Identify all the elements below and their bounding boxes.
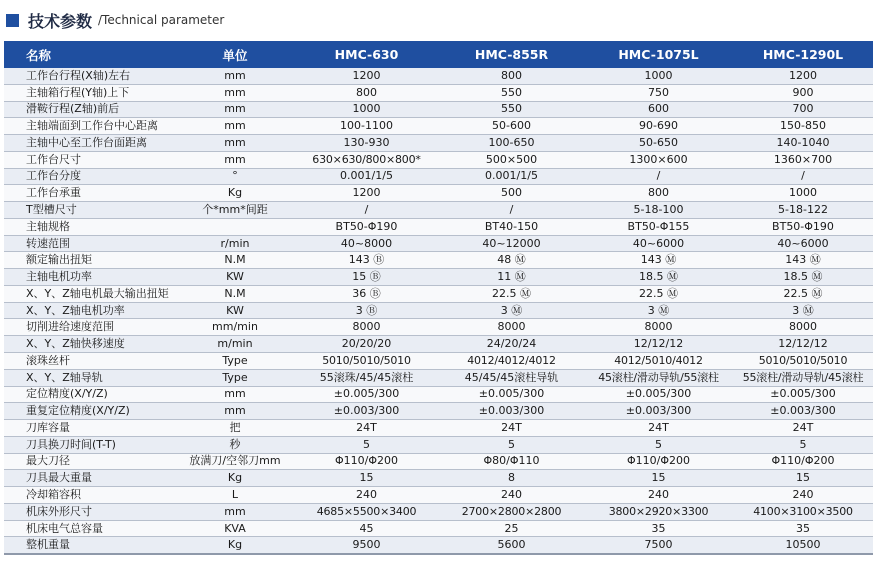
unit-cell: KW [176,269,294,286]
value-cell: 4100×3100×3500 [733,503,873,520]
section-title [6,8,224,32]
value-cell: 22.5 Ⓜ [439,285,584,302]
value-cell: 15 [294,470,439,487]
value-cell: 45滚柱/滑动导轨/55滚柱 [584,369,733,386]
value-cell: 24T [294,420,439,437]
param-name-cell: 重复定位精度(X/Y/Z) [4,403,176,420]
value-cell: 1200 [294,68,439,84]
value-cell: 700 [733,101,873,118]
value-cell: 100-1100 [294,118,439,135]
value-cell: 143 Ⓜ [733,252,873,269]
table-row [4,436,873,453]
value-cell: / [584,168,733,185]
table-row [4,84,873,101]
value-cell: 500×500 [439,151,584,168]
param-name-cell: 工作台承重 [4,185,176,202]
table-row [4,202,873,219]
unit-cell: mm [176,386,294,403]
unit-cell: 把 [176,420,294,437]
value-cell: 3 Ⓜ [584,302,733,319]
param-name-cell: X、Y、Z轴电机功率 [4,302,176,319]
value-cell: 11 Ⓜ [439,269,584,286]
unit-cell: N.M [176,285,294,302]
value-cell: BT40-150 [439,218,584,235]
value-cell: 18.5 Ⓜ [584,269,733,286]
value-cell: 40~8000 [294,235,439,252]
value-cell: / [439,202,584,219]
value-cell: 900 [733,84,873,101]
value-cell: 5 [584,436,733,453]
spec-table [4,41,873,555]
value-cell: 50-650 [584,135,733,152]
value-cell: 5-18-122 [733,202,873,219]
value-cell: 5 [439,436,584,453]
value-cell: 3 Ⓜ [733,302,873,319]
value-cell: 24T [439,420,584,437]
value-cell: 100-650 [439,135,584,152]
value-cell: 48 Ⓜ [439,252,584,269]
value-cell: 5010/5010/5010 [294,353,439,370]
table-row [4,319,873,336]
unit-cell: Kg [176,537,294,554]
value-cell: 500 [439,185,584,202]
value-cell: 8000 [439,319,584,336]
table-row [4,520,873,537]
value-cell: 35 [733,520,873,537]
column-header: HMC-1075L [584,41,733,68]
table-row [4,302,873,319]
value-cell: Φ110/Φ200 [733,453,873,470]
value-cell: 140-1040 [733,135,873,152]
value-cell: 50-600 [439,118,584,135]
unit-cell: mm [176,503,294,520]
value-cell: 5-18-100 [584,202,733,219]
table-row [4,269,873,286]
table-row [4,336,873,353]
value-cell: 4685×5500×3400 [294,503,439,520]
value-cell: / [294,202,439,219]
column-header: HMC-630 [294,41,439,68]
value-cell: 2700×2800×2800 [439,503,584,520]
value-cell: ±0.005/300 [584,386,733,403]
value-cell: 3 Ⓜ [439,302,584,319]
value-cell: 15 [733,470,873,487]
value-cell: 1000 [294,101,439,118]
column-header: HMC-1290L [733,41,873,68]
value-cell: 15 [584,470,733,487]
table-row [4,487,873,504]
value-cell: 0.001/1/5 [439,168,584,185]
value-cell: 25 [439,520,584,537]
param-name-cell: 切削进给速度范围 [4,319,176,336]
unit-cell: 个*mm*间距 [176,202,294,219]
value-cell: 5010/5010/5010 [733,353,873,370]
table-row [4,185,873,202]
value-cell: 36 Ⓑ [294,285,439,302]
param-name-cell: 刀具换刀时间(T-T) [4,436,176,453]
param-name-cell: 转速范围 [4,235,176,252]
table-row [4,252,873,269]
param-name-cell: 工作台行程(X轴)左右 [4,68,176,84]
unit-cell: Kg [176,185,294,202]
param-name-cell: 工作台分度 [4,168,176,185]
value-cell: 3800×2920×3300 [584,503,733,520]
param-name-cell: 主轴规格 [4,218,176,235]
unit-cell: mm [176,135,294,152]
param-name-cell: 整机重量 [4,537,176,554]
param-name-cell: 机床电气总容量 [4,520,176,537]
value-cell: 24T [584,420,733,437]
value-cell: 800 [294,84,439,101]
value-cell: 45 [294,520,439,537]
column-header: 单位 [176,41,294,68]
table-row [4,135,873,152]
unit-cell: Type [176,369,294,386]
unit-cell [176,218,294,235]
value-cell: 5 [294,436,439,453]
value-cell: 800 [584,185,733,202]
value-cell: Φ110/Φ200 [584,453,733,470]
param-name-cell: 额定输出扭矩 [4,252,176,269]
table-row [4,101,873,118]
table-row [4,386,873,403]
value-cell: 240 [439,487,584,504]
value-cell: ±0.003/300 [294,403,439,420]
value-cell: Φ110/Φ200 [294,453,439,470]
value-cell: ±0.003/300 [733,403,873,420]
value-cell: 15 Ⓑ [294,269,439,286]
value-cell: 0.001/1/5 [294,168,439,185]
value-cell: 240 [584,487,733,504]
value-cell: 3 Ⓑ [294,302,439,319]
param-name-cell: 刀库容量 [4,420,176,437]
value-cell: 45/45/45滚柱导轨 [439,369,584,386]
value-cell: 630×630/800×800* [294,151,439,168]
value-cell: 8000 [733,319,873,336]
value-cell: 40~6000 [584,235,733,252]
value-cell: 800 [439,68,584,84]
unit-cell: KW [176,302,294,319]
value-cell: 550 [439,101,584,118]
value-cell: ±0.003/300 [584,403,733,420]
param-name-cell: X、Y、Z轴快移速度 [4,336,176,353]
unit-cell: mm [176,403,294,420]
unit-cell: 放满刀/空邻刀mm [176,453,294,470]
param-name-cell: 刀具最大重量 [4,470,176,487]
param-name-cell: T型槽尺寸 [4,202,176,219]
table-row [4,420,873,437]
table-row [4,218,873,235]
value-cell: ±0.003/300 [439,403,584,420]
value-cell: 1300×600 [584,151,733,168]
value-cell: 4012/5010/4012 [584,353,733,370]
value-cell: 1200 [733,68,873,84]
unit-cell: mm [176,118,294,135]
unit-cell: 秒 [176,436,294,453]
table-row [4,403,873,420]
table-body [4,68,873,554]
value-cell: ±0.005/300 [733,386,873,403]
value-cell: 1000 [584,68,733,84]
table-row [4,537,873,554]
unit-cell: mm [176,68,294,84]
value-cell: ±0.005/300 [439,386,584,403]
value-cell: 55滚珠/45/45滚柱 [294,369,439,386]
value-cell: ±0.005/300 [294,386,439,403]
unit-cell: mm/min [176,319,294,336]
value-cell: 8000 [584,319,733,336]
title-square-icon [6,14,19,27]
value-cell: 35 [584,520,733,537]
param-name-cell: 最大刀径 [4,453,176,470]
table-row [4,369,873,386]
value-cell: 12/12/12 [733,336,873,353]
param-name-cell: 主轴端面到工作台中心距离 [4,118,176,135]
param-name-cell: 滑鞍行程(Z轴)前后 [4,101,176,118]
value-cell: Φ80/Φ110 [439,453,584,470]
param-name-cell: 主轴中心至工作台面距离 [4,135,176,152]
value-cell: 7500 [584,537,733,554]
value-cell: 12/12/12 [584,336,733,353]
table-row [4,353,873,370]
value-cell: 130-930 [294,135,439,152]
value-cell: 40~12000 [439,235,584,252]
value-cell: BT50-Φ190 [733,218,873,235]
value-cell: 550 [439,84,584,101]
value-cell: 600 [584,101,733,118]
value-cell: 22.5 Ⓜ [584,285,733,302]
value-cell: 1360×700 [733,151,873,168]
value-cell: 5600 [439,537,584,554]
param-name-cell: 主轴电机功率 [4,269,176,286]
value-cell: 18.5 Ⓜ [733,269,873,286]
table-row [4,68,873,84]
value-cell: 240 [733,487,873,504]
value-cell: BT50-Φ190 [294,218,439,235]
unit-cell: mm [176,151,294,168]
param-name-cell: X、Y、Z轴导轨 [4,369,176,386]
param-name-cell: 机床外形尺寸 [4,503,176,520]
value-cell: 9500 [294,537,439,554]
value-cell: 8000 [294,319,439,336]
table-row [4,151,873,168]
table-row [4,285,873,302]
unit-cell: mm [176,84,294,101]
value-cell: 90-690 [584,118,733,135]
param-name-cell: 滚珠丝杆 [4,353,176,370]
table-row [4,470,873,487]
table-row [4,235,873,252]
value-cell: 750 [584,84,733,101]
value-cell: 1200 [294,185,439,202]
value-cell: 4012/4012/4012 [439,353,584,370]
param-name-cell: X、Y、Z轴电机最大输出扭矩 [4,285,176,302]
value-cell: 1000 [733,185,873,202]
value-cell: 22.5 Ⓜ [733,285,873,302]
param-name-cell: 冷却箱容积 [4,487,176,504]
table-row [4,453,873,470]
value-cell: 5 [733,436,873,453]
title-chinese: 技术参数 [28,11,93,31]
table-header-row [4,41,873,68]
param-name-cell: 工作台尺寸 [4,151,176,168]
unit-cell: m/min [176,336,294,353]
value-cell: 24/20/24 [439,336,584,353]
value-cell: / [733,168,873,185]
value-cell: 143 Ⓜ [584,252,733,269]
value-cell: 20/20/20 [294,336,439,353]
value-cell: 150-850 [733,118,873,135]
unit-cell: Type [176,353,294,370]
value-cell: 240 [294,487,439,504]
unit-cell: mm [176,101,294,118]
unit-cell: ° [176,168,294,185]
param-name-cell: 主轴箱行程(Y轴)上下 [4,84,176,101]
unit-cell: r/min [176,235,294,252]
value-cell: 8 [439,470,584,487]
unit-cell: N.M [176,252,294,269]
param-name-cell: 定位精度(X/Y/Z) [4,386,176,403]
table-row [4,168,873,185]
title-english: /Technical parameter [98,13,225,27]
value-cell: BT50-Φ155 [584,218,733,235]
value-cell: 143 Ⓑ [294,252,439,269]
table-row [4,503,873,520]
unit-cell: KVA [176,520,294,537]
column-header: 名称 [4,41,176,68]
unit-cell: Kg [176,470,294,487]
unit-cell: L [176,487,294,504]
value-cell: 10500 [733,537,873,554]
value-cell: 24T [733,420,873,437]
table-row [4,118,873,135]
column-header: HMC-855R [439,41,584,68]
value-cell: 55滚柱/滑动导轨/45滚柱 [733,369,873,386]
value-cell: 40~6000 [733,235,873,252]
